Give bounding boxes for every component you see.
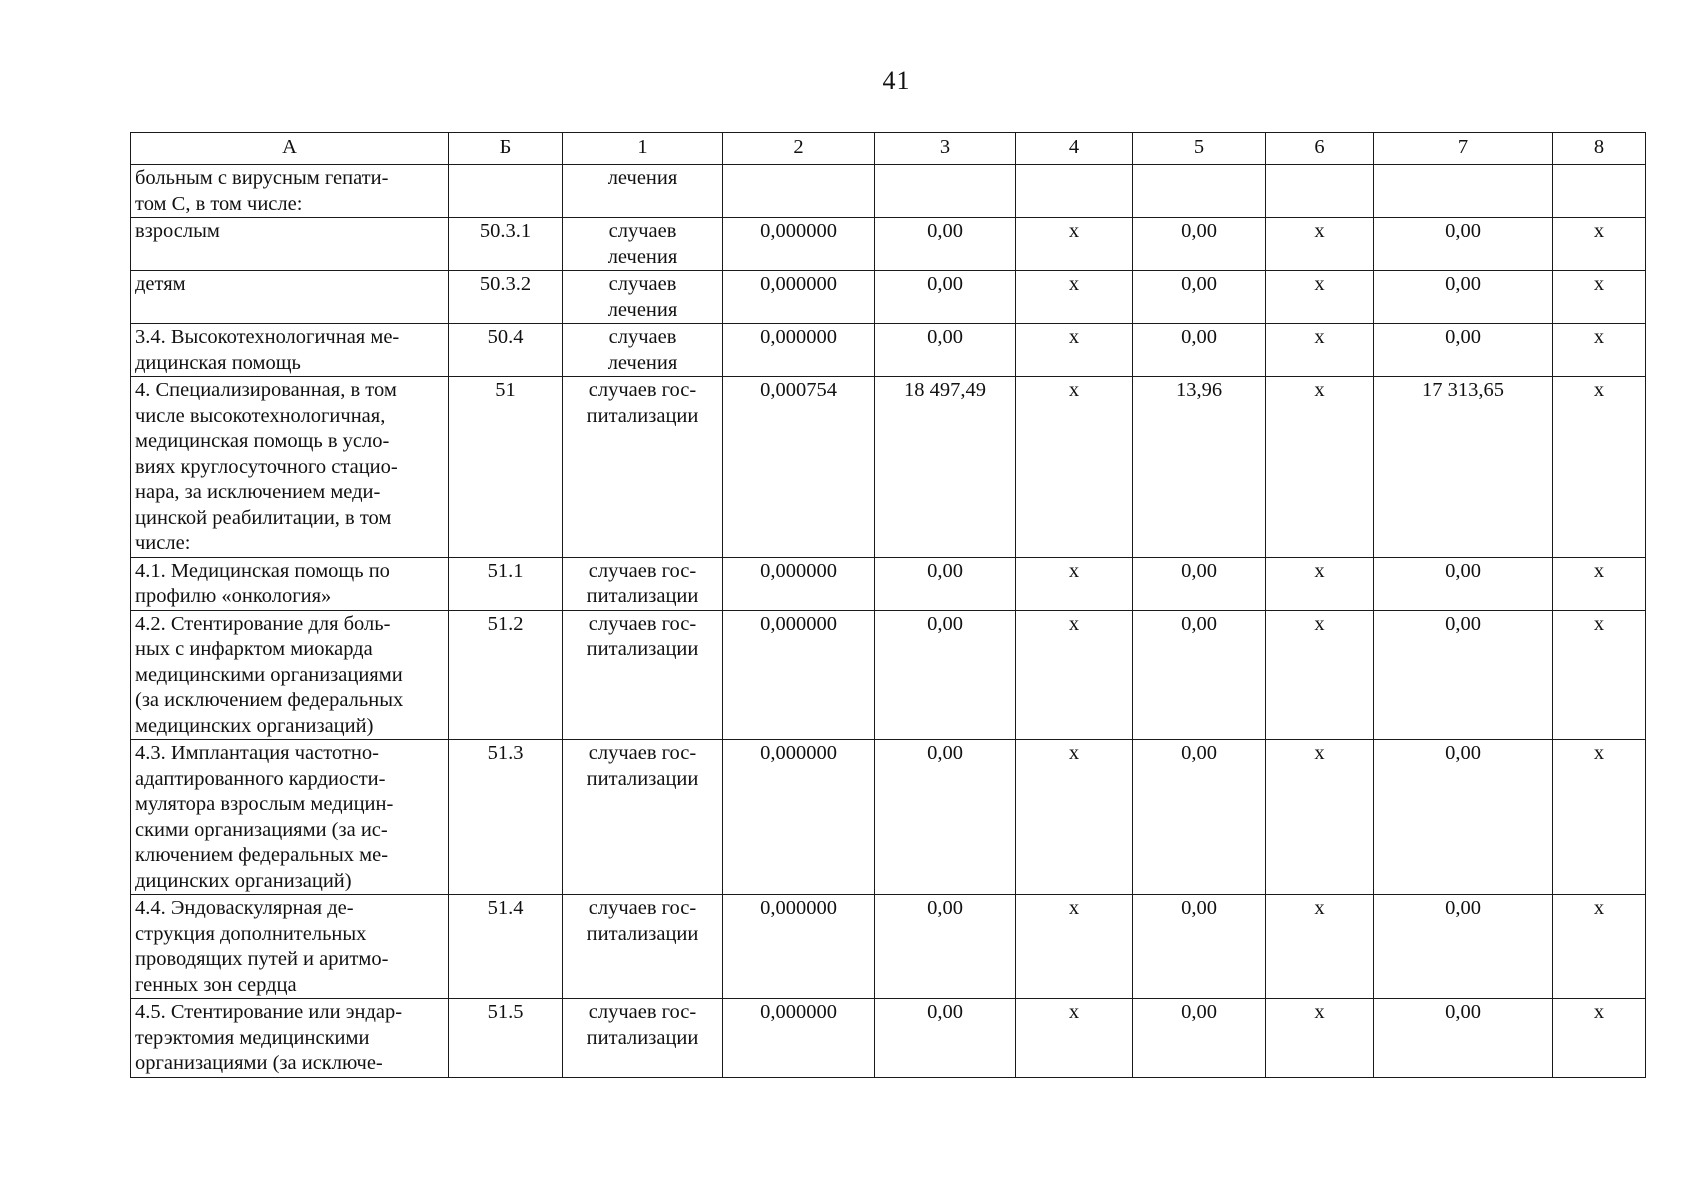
cell-col6: х	[1266, 999, 1374, 1078]
row-unit-text: случаев лечения	[607, 273, 678, 321]
cell-col7: 0,00	[1374, 895, 1553, 999]
row-unit	[563, 218, 723, 271]
cell-col3: 0,00	[875, 324, 1016, 377]
cell-col6: х	[1266, 271, 1374, 324]
cell-col6: х	[1266, 740, 1374, 895]
cell-col7: 0,00	[1374, 557, 1553, 610]
cell-col5: 0,00	[1133, 324, 1266, 377]
row-unit	[563, 165, 723, 218]
cell-col3: 0,00	[875, 610, 1016, 740]
row-unit-text: случаев гос- питализации	[586, 379, 699, 427]
row-label	[131, 610, 449, 740]
table-header-row	[131, 133, 1646, 165]
column-header: 5	[1133, 133, 1266, 165]
cell-col6: х	[1266, 895, 1374, 999]
row-code: 51.3	[449, 740, 563, 895]
cell-col8: х	[1553, 377, 1646, 558]
row-unit-text: случаев гос- питализации	[586, 897, 699, 945]
cell-col8: х	[1553, 218, 1646, 271]
cell-col5: 0,00	[1133, 610, 1266, 740]
cell-col8: х	[1553, 740, 1646, 895]
cell-col4: х	[1016, 557, 1133, 610]
table-row	[131, 324, 1646, 377]
table-row	[131, 218, 1646, 271]
row-label-text: 4.1. Медицинская помощь по профилю «онкология»	[135, 559, 390, 607]
row-label-text: 3.4. Высокотехнологичная ме- дицинская помощь	[135, 326, 400, 374]
cell-col3: 0,00	[875, 218, 1016, 271]
cell-col4	[1016, 165, 1133, 218]
cell-col4: х	[1016, 377, 1133, 558]
cell-col7: 0,00	[1374, 610, 1553, 740]
row-unit	[563, 271, 723, 324]
cell-col5: 13,96	[1133, 377, 1266, 558]
row-code	[449, 165, 563, 218]
row-unit	[563, 610, 723, 740]
row-code: 51.1	[449, 557, 563, 610]
row-label	[131, 895, 449, 999]
row-label-text: 4.4. Эндоваскулярная де- струкция дополнительных проводящих путей и аритмо- генных зон сердца	[135, 897, 389, 996]
row-code: 51.5	[449, 999, 563, 1078]
column-header: 7	[1374, 133, 1553, 165]
cell-col2: 0,000000	[723, 218, 875, 271]
row-label-text: 4. Специализированная, в том числе высокотехнологичная, медицинская помощь в усло- виях круглосуточного стацио- нара, за исключением меди- цинской реабилитации, в том числе:	[135, 379, 398, 554]
column-header: 3	[875, 133, 1016, 165]
table-row	[131, 377, 1646, 558]
column-header: Б	[449, 133, 563, 165]
column-header: А	[131, 133, 449, 165]
cell-col2: 0,000754	[723, 377, 875, 558]
row-code: 50.4	[449, 324, 563, 377]
cell-col4: х	[1016, 324, 1133, 377]
row-unit	[563, 557, 723, 610]
cell-col5	[1133, 165, 1266, 218]
cell-col6	[1266, 165, 1374, 218]
row-label-text: 4.2. Стентирование для боль- ных с инфарктом миокарда медицинскими организациями (за исключением федеральных медицинских организаций)	[135, 612, 404, 737]
cell-col2: 0,000000	[723, 610, 875, 740]
cell-col7: 0,00	[1374, 999, 1553, 1078]
row-label	[131, 557, 449, 610]
cell-col4: х	[1016, 271, 1133, 324]
row-label	[131, 165, 449, 218]
cell-col8: х	[1553, 999, 1646, 1078]
cell-col6: х	[1266, 610, 1374, 740]
row-code: 51.2	[449, 610, 563, 740]
cell-col7: 0,00	[1374, 324, 1553, 377]
cell-col3	[875, 165, 1016, 218]
cell-col3: 0,00	[875, 557, 1016, 610]
cell-col8	[1553, 165, 1646, 218]
cell-col6: х	[1266, 377, 1374, 558]
cell-col3: 0,00	[875, 271, 1016, 324]
row-unit	[563, 740, 723, 895]
row-label	[131, 271, 449, 324]
cell-col7	[1374, 165, 1553, 218]
cell-col5: 0,00	[1133, 999, 1266, 1078]
row-label-text: 4.5. Стентирование или эндар- терэктомия медицинскими организациями (за исключе-	[135, 1001, 403, 1074]
row-unit-text: случаев гос- питализации	[586, 742, 699, 790]
row-unit	[563, 377, 723, 558]
row-unit-text: лечения	[607, 167, 678, 189]
cell-col7: 17 313,65	[1374, 377, 1553, 558]
row-code: 51.4	[449, 895, 563, 999]
cell-col5: 0,00	[1133, 271, 1266, 324]
cell-col4: х	[1016, 895, 1133, 999]
cell-col5: 0,00	[1133, 557, 1266, 610]
cell-col2	[723, 165, 875, 218]
column-header: 6	[1266, 133, 1374, 165]
row-label	[131, 324, 449, 377]
table-row	[131, 999, 1646, 1078]
cell-col3: 0,00	[875, 895, 1016, 999]
cell-col2: 0,000000	[723, 999, 875, 1078]
cell-col8: х	[1553, 610, 1646, 740]
row-label-text: больным с вирусным гепати- том С, в том числе:	[135, 167, 389, 215]
cell-col2: 0,000000	[723, 324, 875, 377]
column-header: 1	[563, 133, 723, 165]
cell-col2: 0,000000	[723, 557, 875, 610]
cell-col3: 0,00	[875, 999, 1016, 1078]
cell-col7: 0,00	[1374, 271, 1553, 324]
cell-col2: 0,000000	[723, 271, 875, 324]
cell-col4: х	[1016, 218, 1133, 271]
data-table	[130, 132, 1646, 1078]
row-label-text: детям	[135, 273, 186, 295]
column-header: 4	[1016, 133, 1133, 165]
row-unit	[563, 895, 723, 999]
row-unit-text: случаев лечения	[607, 220, 678, 268]
cell-col8: х	[1553, 271, 1646, 324]
cell-col8: х	[1553, 324, 1646, 377]
cell-col3: 0,00	[875, 740, 1016, 895]
row-code: 50.3.1	[449, 218, 563, 271]
table-row	[131, 895, 1646, 999]
row-unit-text: случаев гос- питализации	[586, 559, 699, 607]
row-unit-text: случаев гос- питализации	[586, 1001, 699, 1049]
cell-col6: х	[1266, 218, 1374, 271]
cell-col5: 0,00	[1133, 218, 1266, 271]
cell-col4: х	[1016, 610, 1133, 740]
cell-col7: 0,00	[1374, 218, 1553, 271]
row-unit	[563, 324, 723, 377]
column-header: 8	[1553, 133, 1646, 165]
table-row	[131, 557, 1646, 610]
row-code: 50.3.2	[449, 271, 563, 324]
column-header: 2	[723, 133, 875, 165]
row-label-text: взрослым	[135, 220, 220, 242]
row-label	[131, 740, 449, 895]
row-unit-text: случаев лечения	[607, 326, 678, 374]
row-label	[131, 377, 449, 558]
cell-col8: х	[1553, 557, 1646, 610]
cell-col8: х	[1553, 895, 1646, 999]
table-row	[131, 610, 1646, 740]
cell-col6: х	[1266, 557, 1374, 610]
table-row	[131, 740, 1646, 895]
row-unit-text: случаев гос- питализации	[586, 612, 699, 660]
table-row	[131, 271, 1646, 324]
row-label	[131, 999, 449, 1078]
cell-col2: 0,000000	[723, 895, 875, 999]
cell-col3: 18 497,49	[875, 377, 1016, 558]
cell-col4: х	[1016, 740, 1133, 895]
row-label-text: 4.3. Имплантация частотно- адаптированного кардиости- мулятора взрослым медицин- скими организациями (за ис- ключением федеральных ме- дицинских организаций)	[135, 742, 394, 892]
cell-col7: 0,00	[1374, 740, 1553, 895]
cell-col5: 0,00	[1133, 740, 1266, 895]
cell-col6: х	[1266, 324, 1374, 377]
row-label	[131, 218, 449, 271]
row-unit	[563, 999, 723, 1078]
cell-col2: 0,000000	[723, 740, 875, 895]
table-row	[131, 165, 1646, 218]
cell-col5: 0,00	[1133, 895, 1266, 999]
row-code: 51	[449, 377, 563, 558]
cell-col4: х	[1016, 999, 1133, 1078]
page-number: 41	[882, 66, 911, 95]
